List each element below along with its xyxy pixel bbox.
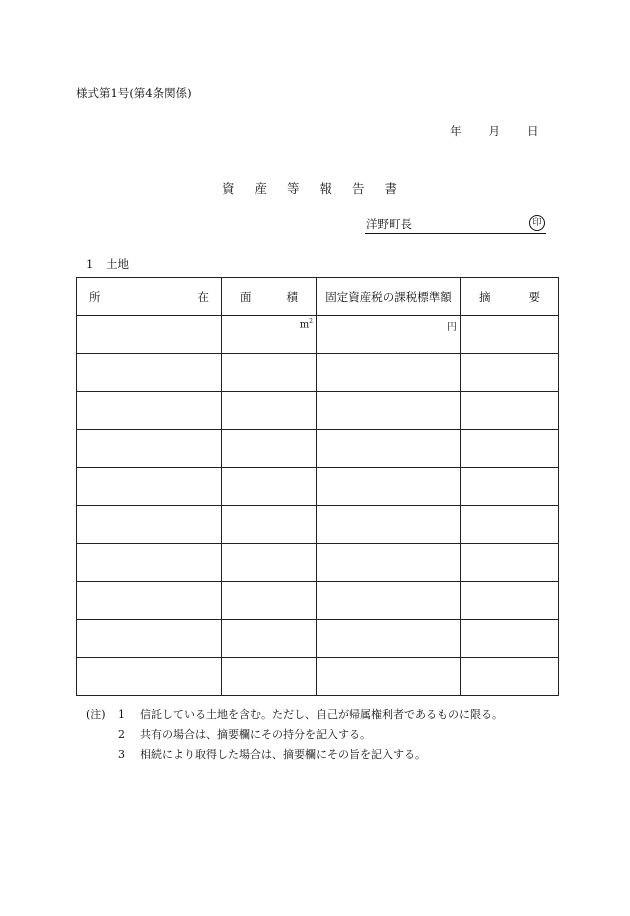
notes [86, 705, 503, 765]
section-number: 1 [86, 257, 94, 271]
cell-location[interactable] [77, 582, 222, 620]
table-row [77, 430, 559, 468]
cell-tax-standard[interactable] [317, 468, 461, 506]
cell-location[interactable] [77, 316, 222, 354]
table-row [77, 658, 559, 696]
cell-remarks[interactable] [461, 582, 559, 620]
header-tax-standard [317, 278, 461, 316]
cell-location[interactable] [77, 392, 222, 430]
cell-remarks[interactable] [461, 658, 559, 696]
table-row [77, 392, 559, 430]
table-header-row [77, 278, 559, 316]
document-title: 資産等報告書 [222, 181, 418, 196]
cell-location[interactable] [77, 430, 222, 468]
header-location-b: 在 [197, 289, 209, 304]
cell-location[interactable] [77, 620, 222, 658]
cell-remarks[interactable] [461, 468, 559, 506]
cell-area[interactable] [222, 582, 317, 620]
notes-label: (注) [86, 708, 106, 721]
form-number-label: 様式第1号(第4条関係) [76, 86, 192, 100]
note-item [86, 725, 503, 745]
cell-location[interactable] [77, 506, 222, 544]
cell-tax-standard[interactable] [317, 354, 461, 392]
cell-area[interactable] [222, 506, 317, 544]
note-number: 3 [118, 748, 125, 761]
cell-area[interactable] [222, 392, 317, 430]
header-remarks [461, 278, 559, 316]
cell-location[interactable] [77, 658, 222, 696]
cell-remarks[interactable] [461, 354, 559, 392]
cell-tax-standard[interactable] [317, 582, 461, 620]
note-item [86, 705, 503, 725]
section-title: 土地 [106, 257, 129, 271]
note-text: 相続により取得した場合は、摘要欄にその旨を記入する。 [140, 748, 426, 761]
note-text: 共有の場合は、摘要欄にその持分を記入する。 [140, 728, 371, 741]
date-year: 年 [450, 124, 462, 138]
header-tax-standard-text: 固定資産税の課税標準額 [325, 289, 452, 304]
cell-area[interactable] [222, 620, 317, 658]
area-unit-sup: 2 [309, 318, 313, 325]
table-row [77, 468, 559, 506]
table-row [77, 582, 559, 620]
header-area [222, 278, 317, 316]
table-row [77, 506, 559, 544]
table-row [77, 544, 559, 582]
addressee-label: 洋野町長 [366, 217, 412, 231]
area-unit: m [299, 319, 310, 331]
cell-location[interactable] [77, 468, 222, 506]
cell-remarks[interactable] [461, 316, 559, 354]
yen-unit: 円 [447, 322, 457, 333]
date-month: 月 [488, 124, 500, 138]
header-remarks-b: 要 [528, 289, 540, 304]
header-location [77, 278, 222, 316]
cell-area[interactable] [222, 354, 317, 392]
table-row [77, 620, 559, 658]
cell-tax-standard[interactable] [317, 392, 461, 430]
addressee-line [365, 216, 546, 234]
header-location-a: 所 [89, 289, 101, 304]
cell-remarks[interactable] [461, 430, 559, 468]
cell-location[interactable] [77, 544, 222, 582]
section-heading [86, 256, 129, 272]
cell-area[interactable] [222, 430, 317, 468]
cell-location[interactable] [77, 354, 222, 392]
cell-remarks[interactable] [461, 620, 559, 658]
cell-tax-standard[interactable] [317, 544, 461, 582]
table-row [77, 316, 559, 354]
cell-remarks[interactable] [461, 392, 559, 430]
cell-tax-standard[interactable] [317, 620, 461, 658]
seal-mark: 印 [529, 215, 545, 231]
header-remarks-a: 摘 [479, 289, 491, 304]
cell-tax-standard[interactable] [317, 658, 461, 696]
header-area-b: 積 [286, 289, 298, 304]
cell-remarks[interactable] [461, 506, 559, 544]
cell-area[interactable] [222, 316, 317, 354]
note-number: 1 [118, 708, 125, 721]
cell-tax-standard[interactable] [317, 316, 461, 354]
land-table [76, 277, 559, 696]
cell-tax-standard[interactable] [317, 506, 461, 544]
date-line [450, 123, 539, 139]
date-day: 日 [527, 124, 539, 138]
table-row [77, 354, 559, 392]
cell-area[interactable] [222, 544, 317, 582]
cell-tax-standard[interactable] [317, 430, 461, 468]
cell-area[interactable] [222, 468, 317, 506]
note-text: 信託している土地を含む。ただし、自己が帰属権利者であるものに限る。 [140, 708, 503, 721]
cell-remarks[interactable] [461, 544, 559, 582]
cell-area[interactable] [222, 658, 317, 696]
note-number: 2 [118, 728, 125, 741]
header-area-a: 面 [240, 289, 252, 304]
note-item [86, 745, 503, 765]
